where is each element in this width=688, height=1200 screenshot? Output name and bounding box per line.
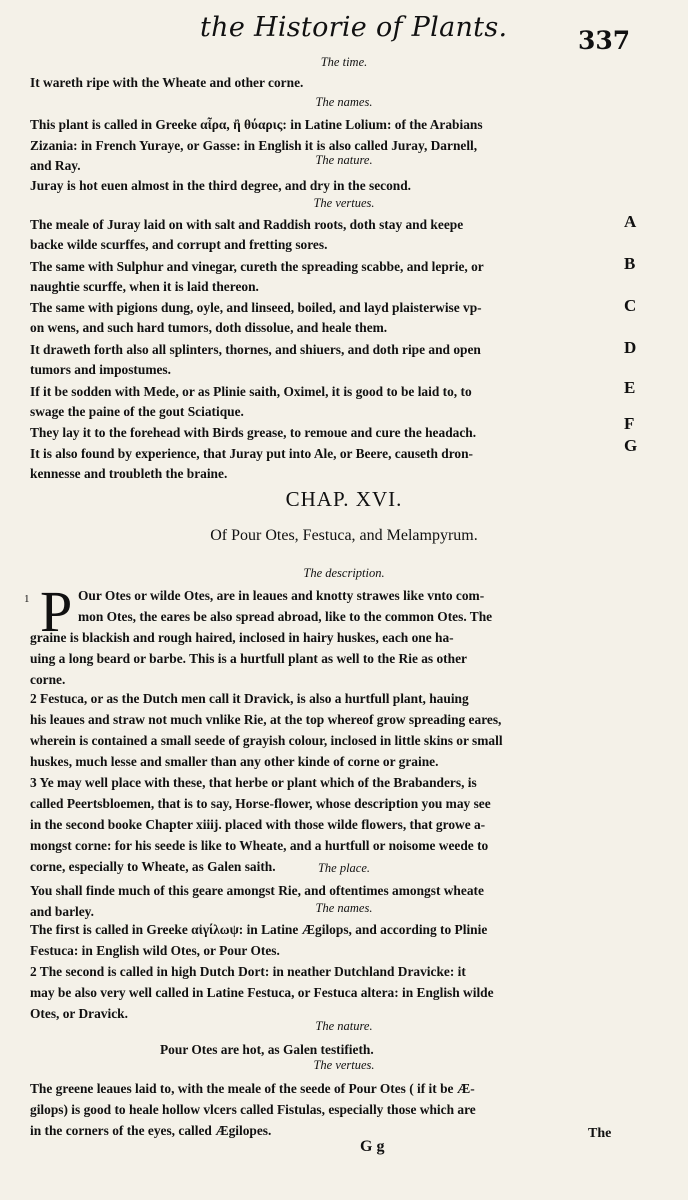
nature-text: Juray is hot euen almost in the third degree, and dry in the second. [30, 178, 412, 193]
names-text-line: Zizania: in French Yuraye, or Gasse: in English it is also called Juray, Darnell, [30, 138, 478, 153]
vertue-line: If it be sodden with Mede, or as Plinie saith, Oximel, it is good to be laid to, to [30, 384, 472, 399]
vertue-line: It is also found by experience, that Juray put into Ale, or Beere, causeth dron- [30, 446, 474, 461]
page-number: 337 [578, 26, 631, 55]
vertue-line: They lay it to the forehead with Birds grease, to remoue and cure the headach. [30, 425, 477, 440]
description-line: called Peertsbloemen, that is to say, Horse-flower, whose description you may see [30, 796, 491, 811]
names-line: 2 The second is called in high Dutch Dort: in neather Dutchland Dravicke: it [30, 964, 466, 979]
heading-names: The names. [315, 95, 373, 109]
heading-time: The time. [320, 55, 368, 69]
heading-nature: The nature. [315, 153, 373, 167]
vertue-line: backe wilde scurffes, and corrupt and fretting sores. [30, 237, 328, 252]
vertue-line: swage the paine of the gout Sciatique. [30, 404, 244, 419]
names-line: Festuca: in English wild Otes, or Pour Otes. [30, 943, 280, 958]
description-line: corne. [30, 672, 66, 687]
names-text-line: and Ray. [30, 158, 81, 173]
time-text: It wareth ripe with the Wheate and other corne. [30, 75, 304, 90]
margin-letter: B [624, 254, 636, 273]
vertue-line: It draweth forth also all splinters, thornes, and shiuers, and doth ripe and open [30, 342, 481, 357]
drop-capital: P [40, 579, 73, 644]
chapter-subtitle: Of Pour Otes, Festuca, and Melampyrum. [210, 527, 478, 544]
description-line: wherein is contained a small seede of grayish colour, inclosed in little skins or small [30, 733, 503, 748]
description-line: 2 Festuca, or as the Dutch men call it Dravick, is also a hurtfull plant, hauing [30, 691, 469, 706]
heading-vertues: The vertues. [313, 196, 375, 210]
margin-letter: A [624, 212, 637, 231]
vertue-line: The same with Sulphur and vinegar, cureth the spreading scabbe, and leprie, or [30, 259, 484, 274]
heading-names-2: The names. [315, 901, 373, 915]
place-line: You shall finde much of this geare amongst Rie, and oftentimes amongst wheate [30, 883, 484, 898]
vertue-line: The meale of Juray laid on with salt and Raddish roots, doth stay and keepe [30, 217, 464, 232]
vertue-line: tumors and impostumes. [30, 362, 171, 377]
heading-place: The place. [317, 861, 371, 875]
description-line: graine is blackish and rough haired, inclosed in hairy huskes, each one ha- [30, 630, 454, 645]
chapter-title: CHAP. XVI. [285, 487, 403, 511]
running-title: the Historie of Plants. [200, 12, 508, 43]
heading-description: The description. [303, 566, 385, 580]
vertue-line: on wens, and such hard tumors, doth dissolue, and heale them. [30, 320, 388, 335]
description-line: mon Otes, the eares be also spread abroad, like to the common Otes. The [78, 609, 493, 624]
vertues-line: The greene leaues laid to, with the meale of the seede of Pour Otes ( if it be Æ- [30, 1081, 475, 1096]
nature-text-2: Pour Otes are hot, as Galen testifieth. [160, 1042, 374, 1057]
place-line: and barley. [30, 904, 94, 919]
margin-letter: D [624, 338, 637, 357]
vertue-line: The same with pigions dung, oyle, and linseed, boiled, and layd plaisterwise vp- [30, 300, 482, 315]
description-line: 3 Ye may well place with these, that herbe or plant which of the Brabanders, is [30, 775, 477, 790]
vertues-line: in the corners of the eyes, called Ægilopes. [30, 1123, 272, 1138]
signature-mark: G g [360, 1138, 385, 1155]
description-line: huskes, much lesse and smaller than any other kinde of corne or graine. [30, 754, 439, 769]
names-text-line: This plant is called in Greeke αἶρα, ἢ θύαρις: in Latine Lolium: of the Arabians [30, 117, 483, 132]
vertue-line: naughtie scurffe, when it is laid thereon. [30, 279, 259, 294]
heading-nature-2: The nature. [315, 1019, 373, 1033]
margin-letter: E [624, 378, 636, 397]
description-line: corne, especially to Wheate, as Galen saith. [30, 859, 276, 874]
names-line: may be also very well called in Latine Festuca, or Festuca altera: in English wilde [30, 985, 494, 1000]
vertue-line: kennesse and troubleth the braine. [30, 466, 228, 481]
margin-letter: G [624, 436, 638, 455]
description-line: in the second booke Chapter xiiij. placed with those wilde flowers, that growe a- [30, 817, 486, 832]
description-line: Our Otes or wilde Otes, are in leaues and knotty strawes like vnto com- [78, 588, 485, 603]
names-line: Otes, or Dravick. [30, 1006, 128, 1021]
heading-vertues-2: The vertues. [313, 1058, 375, 1072]
vertues-line: gilops) is good to heale hollow vlcers called Fistulas, especially those which are [30, 1102, 476, 1117]
description-line: his leaues and straw not much vnlike Rie, at the top whereof grow spreading eares, [30, 712, 502, 727]
catchword: The [588, 1126, 612, 1141]
description-line: uing a long beard or barbe. This is a hurtfull plant as well to the Rie as other [30, 651, 467, 666]
description-line: mongst corne: for his seede is like to Wheate, and a hurtfull or noisome weede to [30, 838, 489, 853]
margin-letter: C [624, 296, 637, 315]
paragraph-number: 1 [24, 593, 30, 605]
margin-letter: F [624, 414, 635, 433]
names-line: The first is called in Greeke αἰγίλωψ: in Latine Ægilops, and according to Plinie [30, 922, 488, 937]
